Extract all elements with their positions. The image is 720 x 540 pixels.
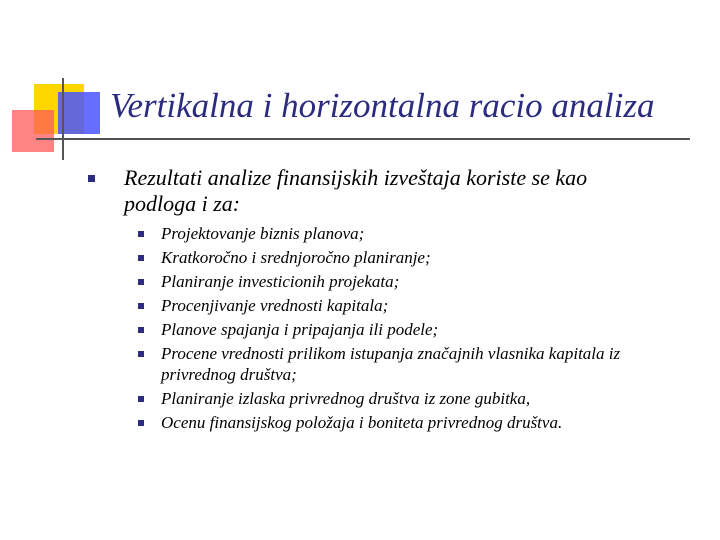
sub-bullet-text: Ocenu finansijskog položaja i boniteta privrednog društva.	[161, 413, 563, 432]
square-bullet-icon	[88, 175, 95, 182]
square-bullet-icon	[138, 396, 144, 402]
sub-bullet-item	[138, 388, 698, 409]
square-bullet-icon	[138, 327, 144, 333]
sub-bullet-list	[138, 223, 698, 436]
sub-bullet-item	[138, 271, 698, 292]
sub-bullet-text: Planiranje investicionih projekata;	[161, 272, 400, 291]
sub-bullet-text: Procenjivanje vrednosti kapitala;	[161, 296, 389, 315]
title-underline	[36, 138, 690, 140]
sub-bullet-text: Kratkoročno i srednjoročno planiranje;	[161, 248, 431, 267]
sub-bullet-item	[138, 223, 698, 244]
square-bullet-icon	[138, 420, 144, 426]
sub-bullet-item	[138, 412, 698, 433]
sub-bullet-item	[138, 247, 698, 268]
sub-bullet-item	[138, 343, 698, 385]
sub-bullet-text: Planove spajanja i pripajanja ili podele;	[161, 320, 439, 339]
sub-bullet-item	[138, 319, 698, 340]
main-bullet-text: Rezultati analize finansijskih izveštaja koriste se kao podloga i za:	[124, 165, 588, 216]
square-bullet-icon	[138, 279, 144, 285]
sub-bullet-text: Planiranje izlaska privrednog društva iz zone gubitka,	[161, 389, 531, 408]
decor-blue-square	[58, 92, 100, 134]
sub-bullet-text: Projektovanje biznis planova;	[161, 224, 365, 243]
square-bullet-icon	[138, 303, 144, 309]
sub-bullet-text: Procene vrednosti prilikom istupanja značajnih vlasnika kapitala iz privrednog društva;	[161, 344, 621, 384]
decor-vertical-line	[62, 78, 64, 160]
square-bullet-icon	[138, 351, 144, 357]
sub-bullet-item	[138, 295, 698, 316]
slide-title: Vertikalna i horizontalna racio analiza	[110, 86, 655, 125]
decor-red-square	[12, 110, 54, 152]
square-bullet-icon	[138, 255, 144, 261]
square-bullet-icon	[138, 231, 144, 237]
